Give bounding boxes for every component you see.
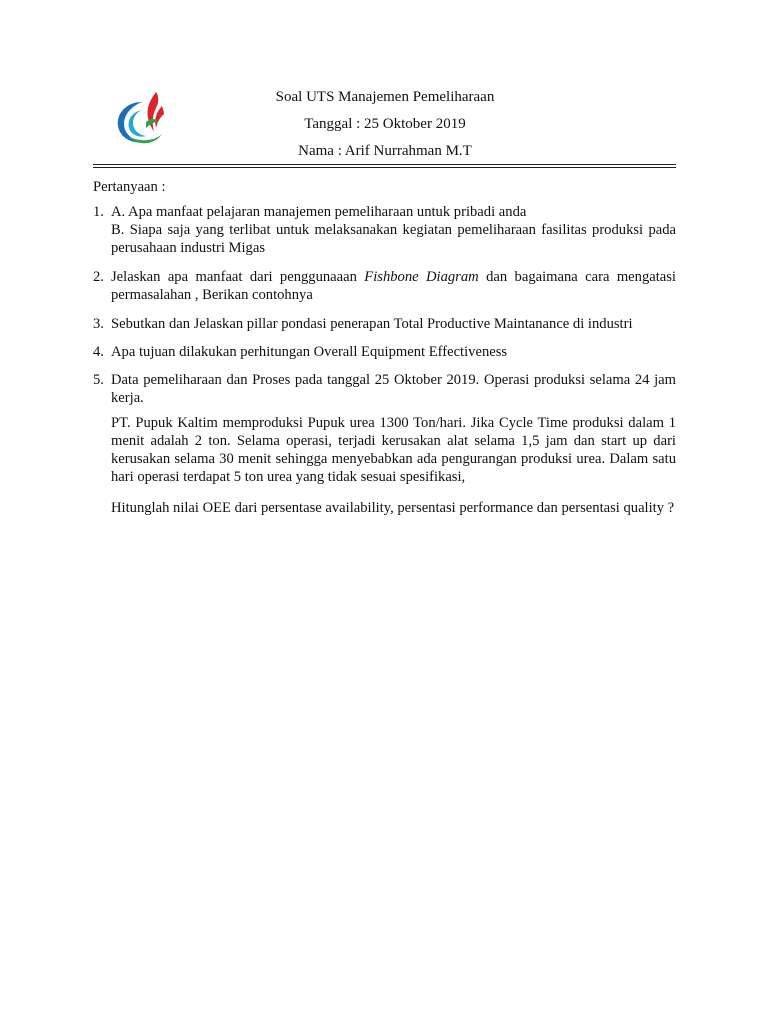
question-5-text: Data pemeliharaan dan Proses pada tanggal 25 Oktober 2019. Operasi produksi selama 24 jam kerja. <box>111 372 676 406</box>
question-5 <box>93 371 676 407</box>
question-1-part-a: A. Apa manfaat pelajaran manajemen pemeliharaan untuk pribadi anda <box>111 204 527 220</box>
author-name: Nama : Arif Nurrahman M.T <box>298 143 472 159</box>
header-divider-top <box>93 164 676 165</box>
question-number: 2. <box>93 269 104 285</box>
questions-heading: Pertanyaan : <box>93 179 166 195</box>
question-1-part-b: B. Siapa saja yang terlibat untuk melaksanakan kegiatan pemeliharaan fasilitas produksi pada perusahaan industri Migas <box>111 222 676 256</box>
question-4 <box>93 343 676 361</box>
document-date: Tanggal : 25 Oktober 2019 <box>304 116 466 132</box>
question-2 <box>93 268 676 304</box>
header-divider-bottom <box>93 167 676 168</box>
case-description-paragraph: PT. Pupuk Kaltim memproduksi Pupuk urea 1300 Ton/hari. Jika Cycle Time produksi dalam 1 menit adalah 2 ton. Selama operasi, terjadi kerusakan alat selama 1,5 jam dan start up dari kerusakan selama 30 menit sehingga menyebabkan ada pengurangan produksi urea. Dalam satu hari operasi terdapat 5 ton urea yang tidak sesuai spesifikasi, <box>111 415 676 485</box>
question-3 <box>93 315 676 333</box>
question-3-text: Sebutkan dan Jelaskan pillar pondasi penerapan Total Productive Maintanance di industri <box>111 316 633 332</box>
university-logo-icon <box>112 88 174 150</box>
question-4-text: Apa tujuan dilakukan perhitungan Overall Equipment Effectiveness <box>111 344 508 360</box>
question-number: 5. <box>93 372 104 388</box>
question-2-text-start: Jelaskan apa manfaat dari penggunaaan <box>111 269 365 285</box>
calculation-instruction-paragraph: Hitunglah nilai OEE dari persentase availability, persentasi performance dan persentasi quality ? <box>111 500 675 516</box>
question-1 <box>93 203 676 257</box>
question-number: 3. <box>93 316 104 332</box>
question-2-text-end: dan bagaimana cara mengatasi permasalahan , Berikan contohnya <box>111 269 676 303</box>
question-2-italic-term: Fishbone Diagram <box>364 269 479 285</box>
question-number: 1. <box>93 204 104 220</box>
question-number: 4. <box>93 344 104 360</box>
document-title: Soal UTS Manajemen Pemeliharaan <box>275 89 495 105</box>
